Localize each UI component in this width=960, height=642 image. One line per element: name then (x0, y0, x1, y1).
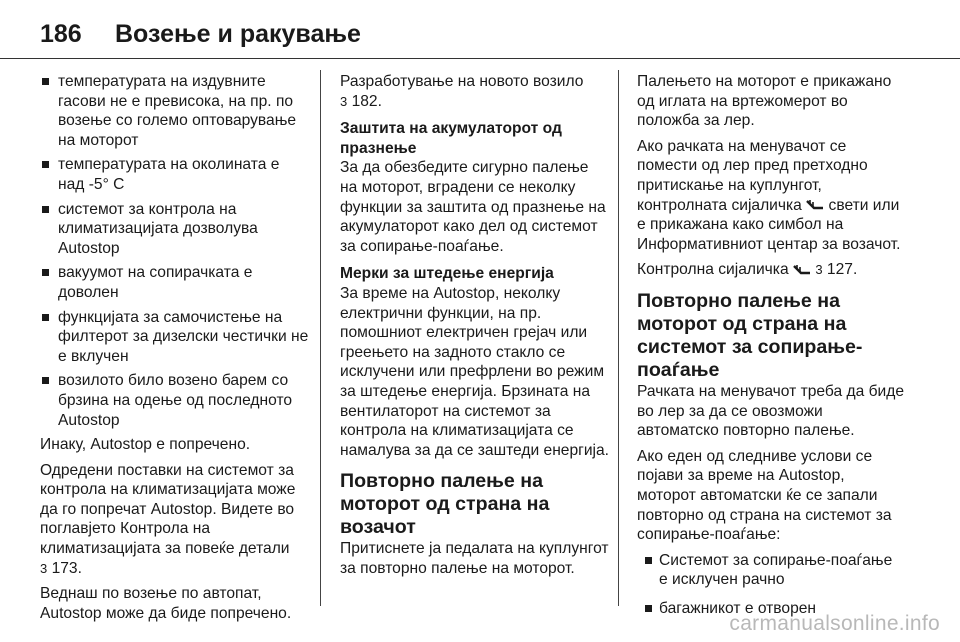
reference-page[interactable]: 173. (51, 559, 82, 577)
paragraph-text: Одредени поставки на системот за контрола на климатизацијата може да го попречат Autostop. Видете во поглавјето Контрола на климатизацијата за повеќе детали (40, 461, 296, 558)
condition-list (40, 72, 310, 430)
page-title: Возење и ракување (115, 20, 361, 48)
list-item: температурата на околината е над -5° C (40, 155, 310, 194)
paragraph (637, 260, 905, 280)
paragraph (40, 461, 310, 579)
reference-arrow-icon: 3 (815, 262, 823, 278)
list-item: багажникот е отворен (637, 599, 905, 619)
column-divider (320, 70, 321, 606)
paragraph: Веднаш по возење по автопат, Autostop може да биде попречено. (40, 585, 292, 622)
page-number: 186 (40, 20, 82, 48)
paragraph-text: Разработување на новото возило (340, 73, 584, 90)
list-item: системот за контрола на климатизацијата дозволува Autostop (40, 200, 310, 259)
paragraph (637, 137, 905, 255)
column-divider (618, 70, 619, 606)
autostop-indicator-icon (793, 264, 811, 276)
paragraph: Палењето на моторот е прикажано од иглата на вртежомерот во положба за лер. (637, 73, 892, 130)
column-3 (637, 72, 905, 627)
paragraph-text: Ако рачката на менувачот се помести од лер пред претходно притискање на куплунгот, контролната сијаличка (637, 137, 868, 214)
section-subheading: Мерки за штедење енергија (340, 265, 554, 283)
paragraph: Притиснете ја педалата на куплунгот за повторно палење на моторот. (340, 540, 609, 577)
paragraph: Рачката на менувачот треба да биде во лер за да се овозможи автоматско повторно палење. (637, 382, 904, 440)
list-item: функцијата за самочистење на филтерот за дизелски честички не е вклучен (40, 308, 310, 367)
paragraph: Инаку, Autostop е попречено. (40, 436, 251, 454)
autostop-indicator-icon (806, 199, 824, 211)
paragraph-text: свети или е прикажана како симбол на Информативниот центар за возачот. (637, 196, 901, 253)
paragraph (340, 72, 610, 111)
reference-page[interactable]: 182. (351, 92, 382, 110)
list-item: возилото било возено барем со брзина на одење од последното Autostop (40, 371, 310, 430)
paragraph: За да обезбедите сигурно палење на моторот, вградени се неколку функции за заштита од празнење на акумулаторот како дел од системот за сопирање-поаѓање. (340, 159, 606, 255)
column-2 (340, 72, 610, 584)
section-subheading: Заштита на акумулаторот од празнење (340, 120, 562, 157)
section-heading: Повторно палење на моторот од страна на возачот (340, 470, 550, 539)
column-1 (40, 72, 310, 629)
section-heading: Повторно палење на моторот од страна на системот за сопирање-поаѓање (637, 289, 863, 381)
paragraph: Ако еден од следниве услови се појави за време на Autostop, моторот автоматски ќе се запали повторно од страна на системот за сопирање-поаѓање: (637, 447, 892, 544)
watermark: carmanualsonline.info (729, 612, 940, 635)
reference-page[interactable]: 127. (826, 261, 858, 279)
reference-arrow-icon: 3 (340, 93, 348, 109)
header-rule (0, 58, 960, 59)
paragraph: За време на Autostop, неколку електрични функции, на пр. помошниот електричен грејач или греењето на задното стакло се исклучени или префрлени во режим за штедење енергија. Брзината на вентилаторот на системот за контрола на климатизацијата се намалува за да се заштеди енергија. (340, 284, 610, 459)
paragraph-text: Контролна сијаличка (637, 261, 789, 279)
list-item: вакуумот на сопирачката е доволен (40, 263, 310, 302)
reference-arrow-icon: 3 (40, 560, 48, 576)
page-header (40, 16, 920, 56)
list-item: температурата на издувните гасови не е превисока, на пр. по возење со големо оптоварување на моторот (40, 72, 310, 150)
restart-condition-list (637, 551, 905, 619)
list-item: Системот за сопирање-поаѓање е исклучен рачно (637, 551, 905, 590)
